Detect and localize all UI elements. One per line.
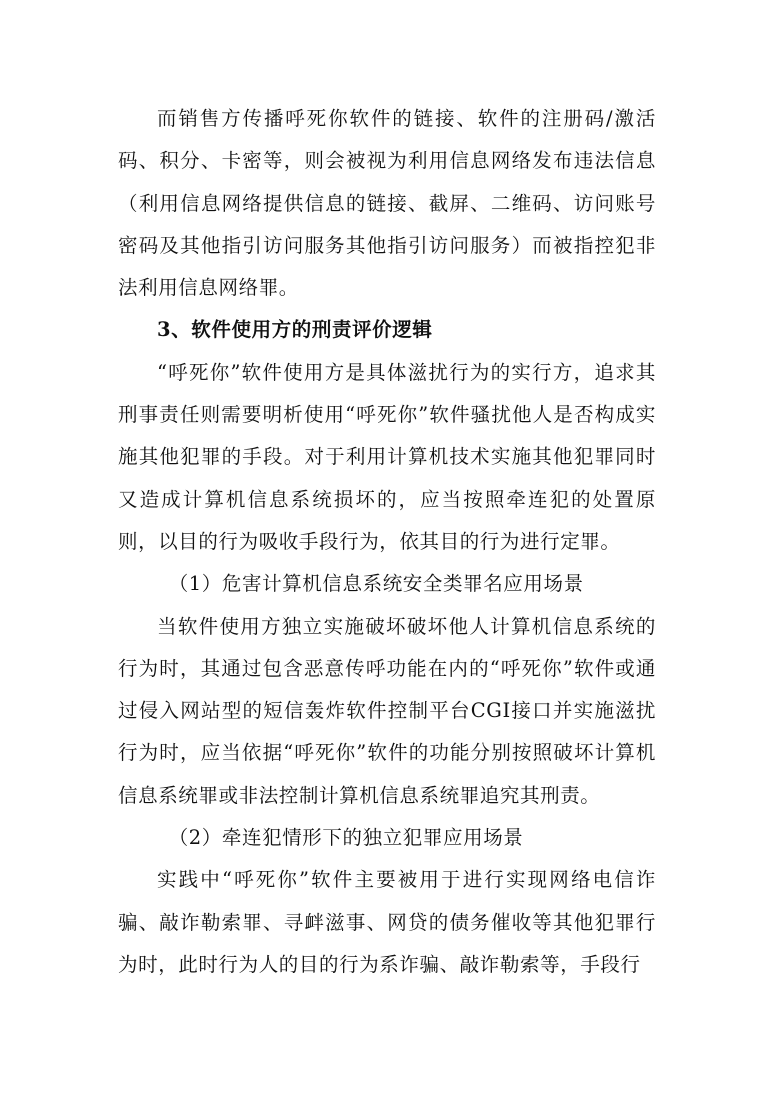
subheading-computer-security-crimes: （1）危害计算机信息系统安全类罪名应用场景 [168,572,584,596]
section-heading-user-liability: 3、软件使用方的刑责评价逻辑 [157,318,433,342]
paragraph-computer-security-crimes: 当软件使用方独立实施破坏破坏他人计算机信息系统的行为时，其通过包含恶意传呼功能在内的“呼死你”软件或通过侵入网站型的短信轰炸软件控制平台CGI接口并实施滋扰行为时，应当依据“呼死你”软件的功能分别按照破坏计算机信息系统罪或非法控制计算机信息系统罪追究其刑责。 [118,614,656,807]
paragraph-implicated-offense: 实践中“呼死你”软件主要被用于进行实现网络电信诈骗、敲诈勒索罪、寻衅滋事、网贷的债务催收等其他犯罪行为时，此时行为人的目的行为系诈骗、敲诈勒索等，手段行 [118,868,656,976]
document-body [118,98,656,986]
paragraph-user-liability: “呼死你”软件使用方是具体滋扰行为的实行方，追求其刑事责任则需要明析使用“呼死你”软件骚扰他人是否构成实施其他犯罪的手段。对于利用计算机技术实施其他犯罪同时又造成计算机信息系统损坏的，应当按照牵连犯的处置原则，以目的行为吸收手段行为，依其目的行为进行定罪。 [118,360,656,553]
paragraph-sales-liability: 而销售方传播呼死你软件的链接、软件的注册码/激活码、积分、卡密等，则会被视为利用信息网络发布违法信息（利用信息网络提供信息的链接、截屏、二维码、访问账号密码及其他指引访问服务其他指引访问服务）而被指控犯非法利用信息网络罪。 [118,107,656,300]
subheading-implicated-offense: （2）牵连犯情形下的独立犯罪应用场景 [168,826,524,850]
